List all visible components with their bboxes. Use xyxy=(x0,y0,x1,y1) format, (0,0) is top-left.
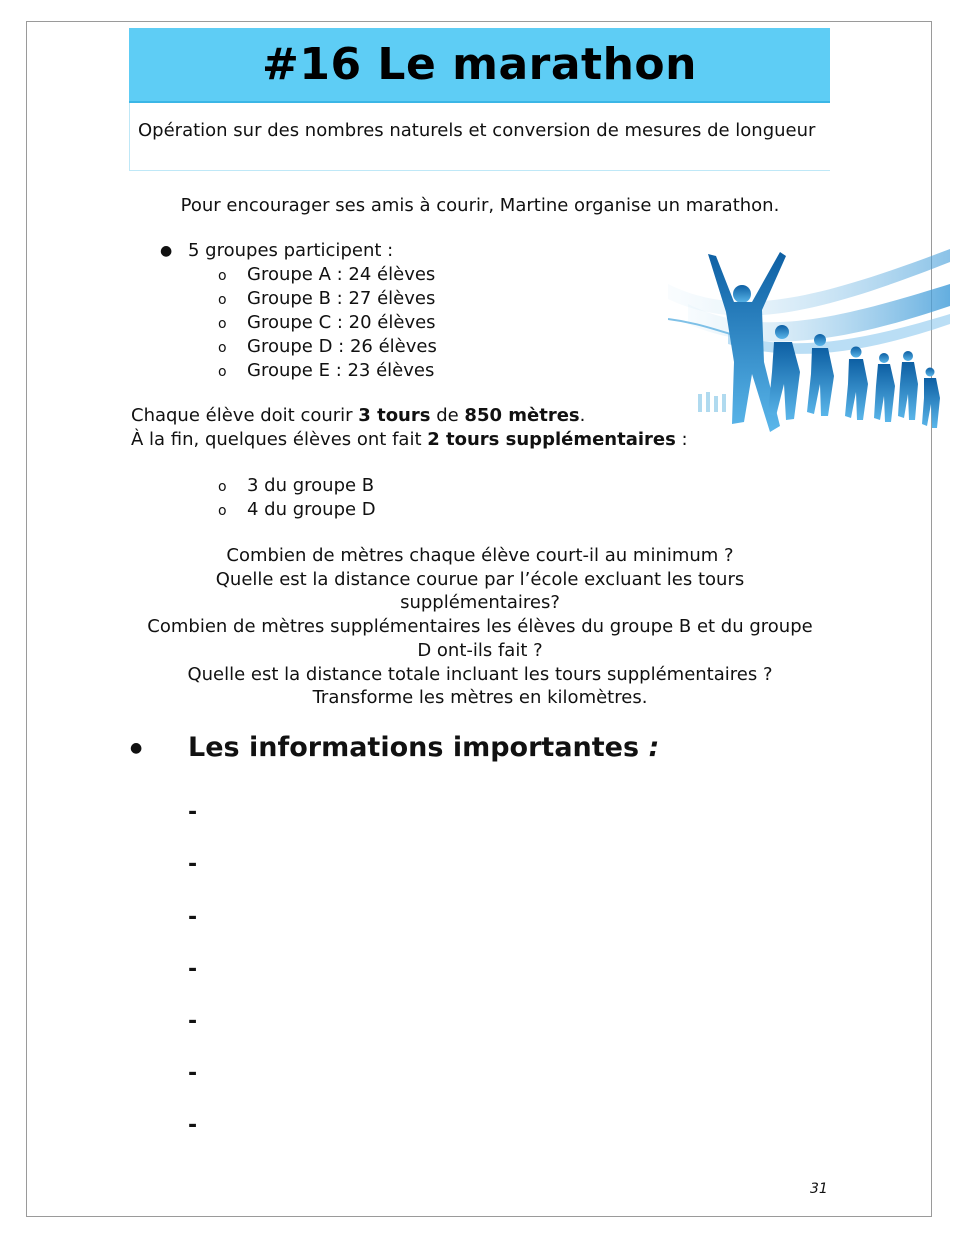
rule-text: . xyxy=(579,405,586,426)
groups-intro: 5 groupes participent : xyxy=(188,240,394,261)
rule-text: Chaque élève doit courir xyxy=(131,405,359,426)
list-item xyxy=(130,498,376,522)
rule-laps: 3 tours xyxy=(358,405,431,426)
list-item xyxy=(130,474,376,498)
rule-text: À la fin, quelques élèves ont fait xyxy=(131,429,428,450)
answer-dash: - xyxy=(188,1113,198,1138)
bullet-icon: ● xyxy=(130,740,143,756)
answer-dash: - xyxy=(188,957,198,982)
group-label: Groupe E : 23 élèves xyxy=(247,360,435,381)
group-label: Groupe A : 24 élèves xyxy=(247,264,436,285)
rule-extra-laps: 2 tours supplémentaires xyxy=(427,429,676,450)
question-line: D ont-ils fait ? xyxy=(417,639,543,661)
rule-line-2 xyxy=(131,428,688,452)
title-banner xyxy=(129,28,830,103)
answer-dash: - xyxy=(188,905,198,930)
question-line: Combien de mètres chaque élève court-il au minimum ? xyxy=(226,545,734,566)
extra-group-label: 3 du groupe B xyxy=(247,475,375,496)
question-line: Quelle est la distance totale incluant les tours supplémentaires ? xyxy=(187,663,773,685)
groups-list xyxy=(130,239,437,383)
bullet-icon: ● xyxy=(160,243,173,259)
list-item xyxy=(130,359,437,383)
circle-bullet-icon: o xyxy=(218,479,227,495)
question-line: Combien de mètres supplémentaires les élèves du groupe B et du groupe xyxy=(147,616,813,638)
extra-groups-list xyxy=(130,474,376,522)
answer-dash: - xyxy=(188,852,198,877)
question-line: Quelle est la distance courue par l’école excluant les tours xyxy=(215,568,745,590)
subtitle-box xyxy=(129,103,830,171)
answer-dash: - xyxy=(188,1061,198,1086)
list-item xyxy=(130,287,437,311)
rule-line-1 xyxy=(131,404,688,428)
extra-group-label: 4 du groupe D xyxy=(247,499,376,520)
subtitle: Opération sur des nombres naturels et conversion de mesures de longueur xyxy=(138,120,816,141)
intro-text: Pour encourager ses amis à courir, Martine organise un marathon. xyxy=(180,195,780,216)
list-item xyxy=(130,335,437,359)
circle-bullet-icon: o xyxy=(218,364,227,380)
groups-intro-item xyxy=(130,239,437,263)
page-title: #16 Le marathon xyxy=(262,39,697,90)
runners-illustration xyxy=(668,244,950,444)
circle-bullet-icon: o xyxy=(218,292,227,308)
question-line: supplémentaires? xyxy=(400,592,560,614)
page-number: 31 xyxy=(810,1181,828,1197)
circle-bullet-icon: o xyxy=(218,503,227,519)
rule-text: : xyxy=(675,429,688,450)
circle-bullet-icon: o xyxy=(218,340,227,356)
group-label: Groupe C : 20 élèves xyxy=(247,312,436,333)
info-heading-colon: : xyxy=(639,732,660,763)
rule-text: de xyxy=(430,405,465,426)
list-item xyxy=(130,263,437,287)
circle-bullet-icon: o xyxy=(218,268,227,284)
rules-paragraph xyxy=(131,404,688,452)
questions-block xyxy=(130,544,830,710)
group-label: Groupe D : 26 élèves xyxy=(247,336,437,357)
answer-dash: - xyxy=(188,800,198,825)
rule-distance: 850 mètres xyxy=(464,405,580,426)
question-line: Transforme les mètres en kilomètres. xyxy=(312,687,648,709)
list-item xyxy=(130,311,437,335)
circle-bullet-icon: o xyxy=(218,316,227,332)
group-label: Groupe B : 27 élèves xyxy=(247,288,436,309)
info-heading-text xyxy=(188,732,659,763)
info-heading-label: Les informations importantes xyxy=(188,732,640,763)
answer-dash: - xyxy=(188,1009,198,1034)
